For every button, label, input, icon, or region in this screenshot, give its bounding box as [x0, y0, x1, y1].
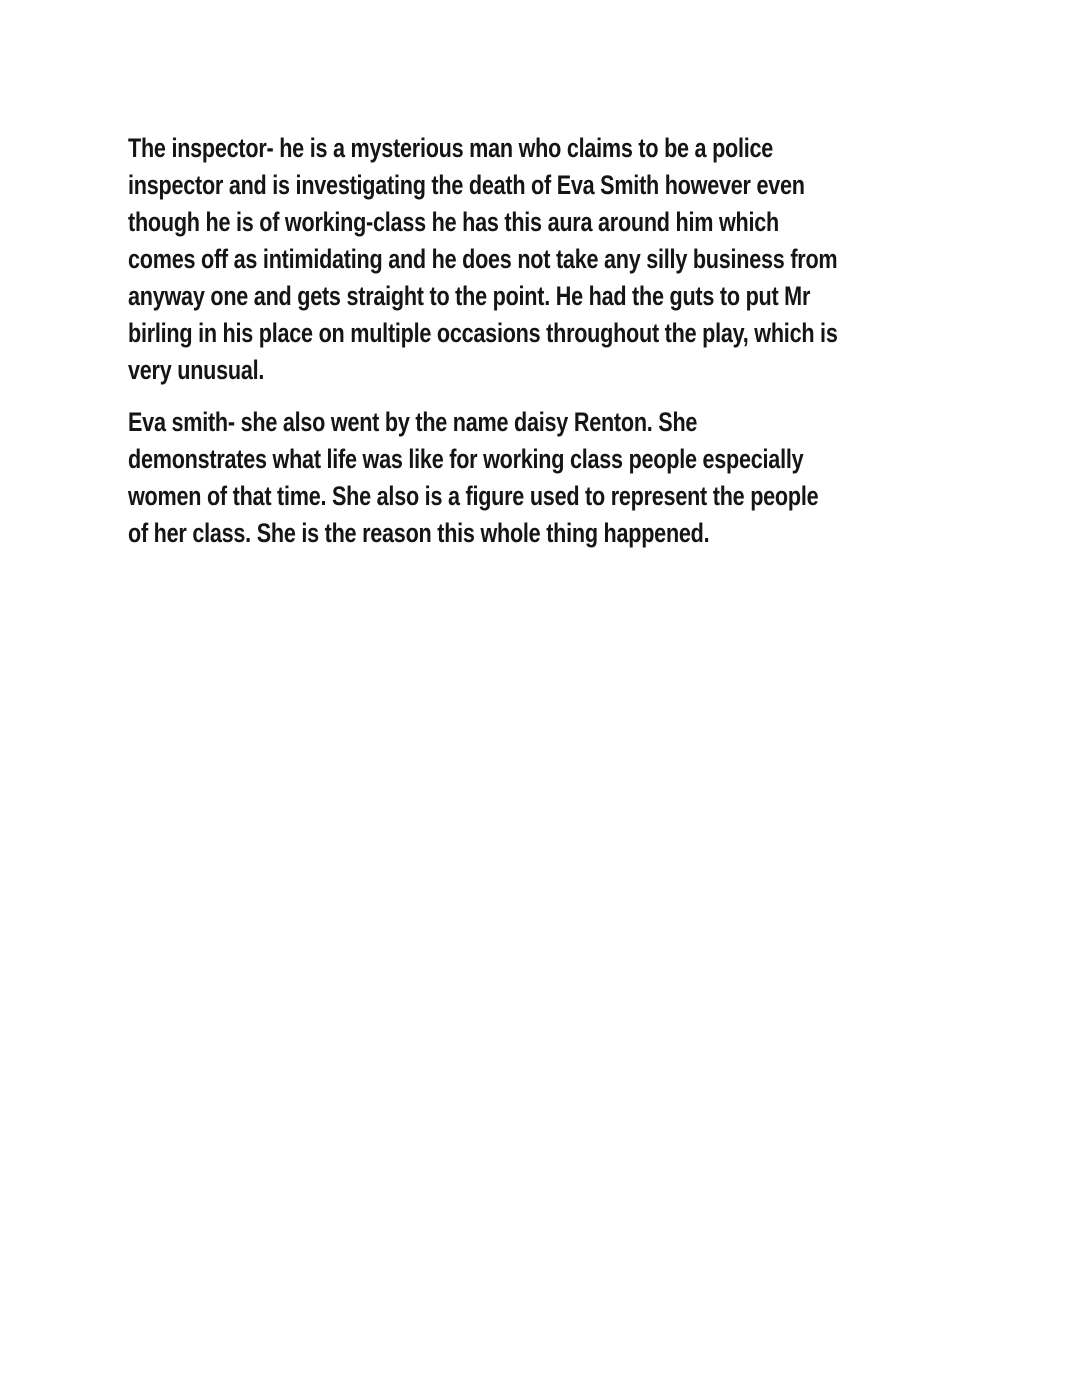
text-line: demonstrates what life was like for working class people especially: [128, 444, 804, 474]
text-line: The inspector- he is a mysterious man who claims to be a police: [128, 133, 774, 163]
text-line: of her class. She is the reason this whole thing happened.: [128, 518, 710, 548]
text-line: Eva smith- she also went by the name daisy Renton. She: [128, 407, 698, 437]
text-line: though he is of working-class he has this aura around him which: [128, 207, 779, 237]
paragraph-eva-smith: [128, 404, 890, 552]
text-line: very unusual.: [128, 355, 265, 385]
text-line: women of that time. She also is a figure used to represent the people: [128, 481, 819, 511]
paragraph-the-inspector: [128, 130, 890, 389]
text-line: comes off as intimidating and he does not take any silly business from: [128, 244, 838, 274]
text-line: birling in his place on multiple occasions throughout the play, which is: [128, 318, 838, 348]
text-line: inspector and is investigating the death of Eva Smith however even: [128, 170, 805, 200]
document-page: [128, 130, 1080, 567]
text-line: anyway one and gets straight to the point. He had the guts to put Mr: [128, 281, 811, 311]
